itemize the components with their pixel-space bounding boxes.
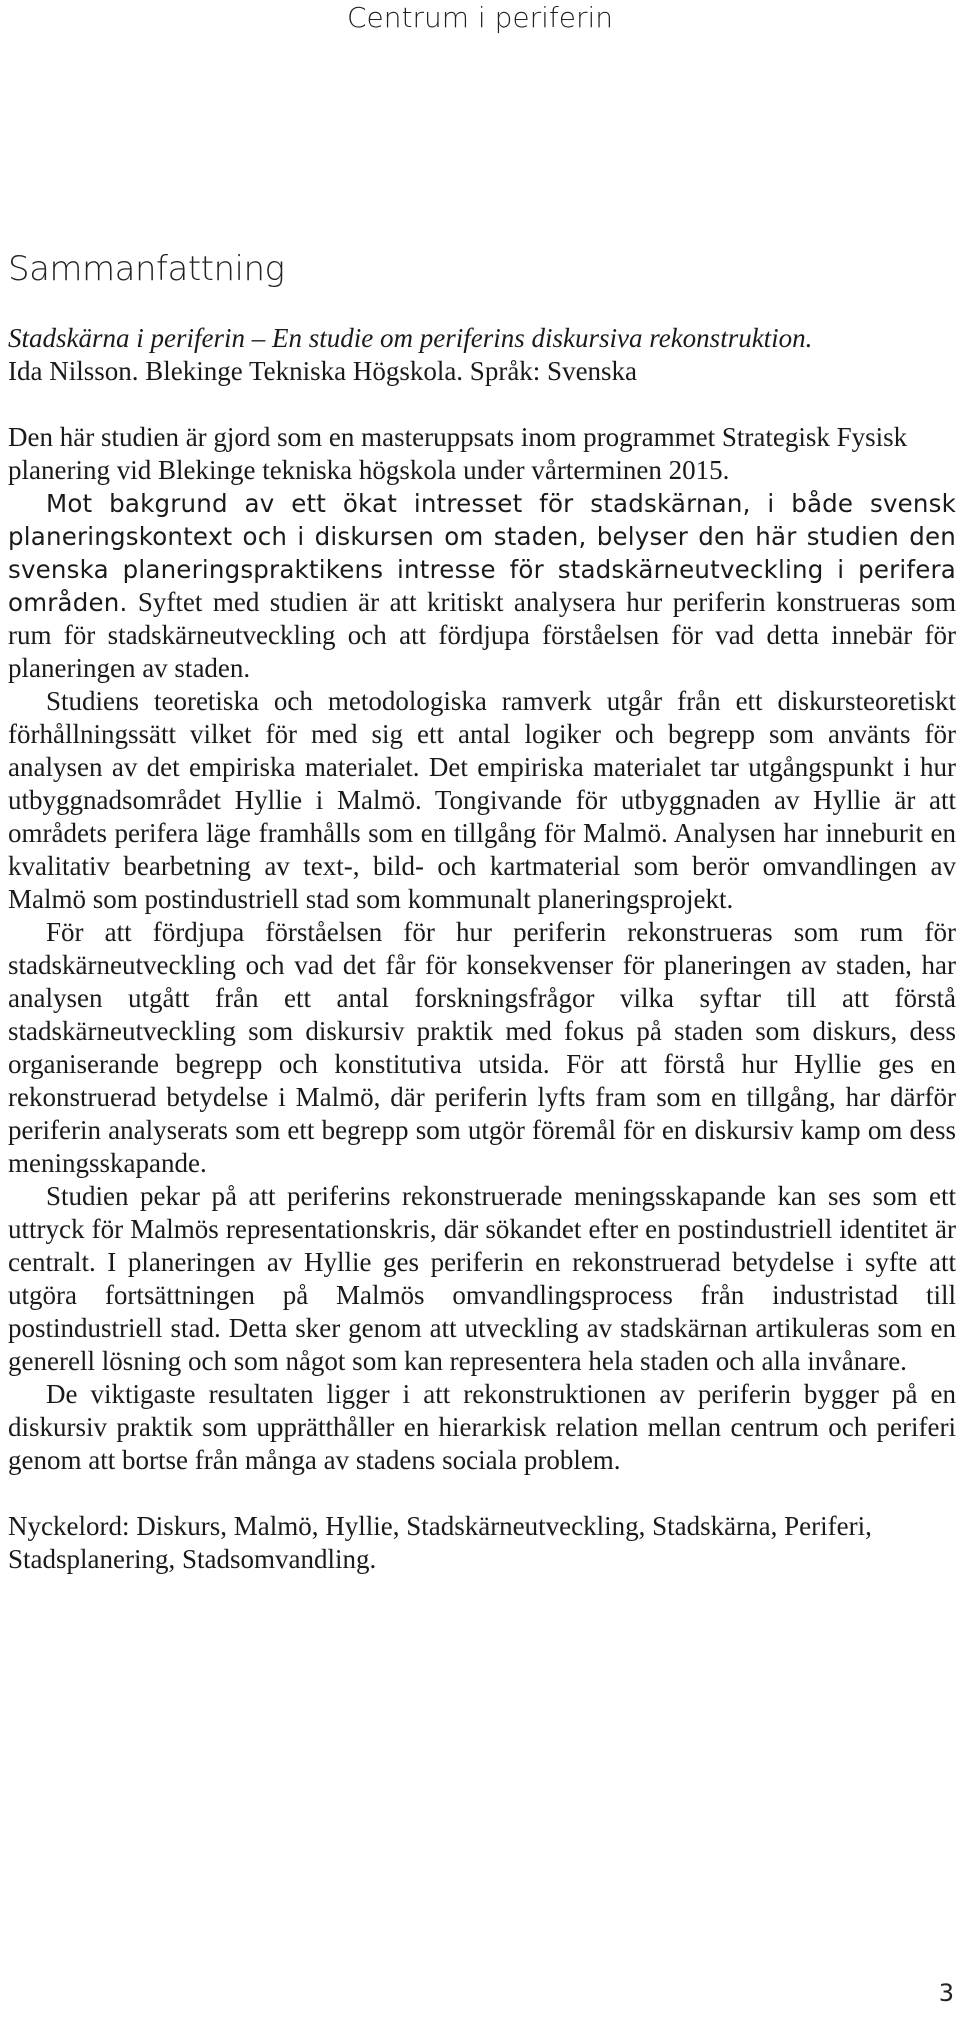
paragraph-findings: Studien pekar på att periferins rekonstruerade meningsskapande kan ses som ett uttryck för Malmös representationskris, där sökandet efter en postindustriell identitet är centralt. I planeringen av Hyllie ges periferin en rekonstruerad betydelse i syfte att utgöra fortsättningen på Malmös omvandlingsprocess från industristad till postindustriell stad. Detta sker genom att utveckling av stadskärnan artikuleras som en generell lösning och som något som kan representera hela staden och alla invånare. — [8, 1181, 956, 1376]
paragraph-background — [8, 487, 956, 685]
spacer — [8, 388, 956, 421]
author-line: Ida Nilsson. Blekinge Tekniska Högskola. Språk: Svenska — [8, 356, 638, 386]
running-header: Centrum i periferin — [346, 1, 614, 34]
paragraph-background-aim: Syftet med studien är att kritiskt analysera hur periferin konstrueras som rum för stadskärneutveckling och att fördjupa förståelsen för vad detta innebär för planeringen av staden. — [8, 587, 956, 683]
keywords: Nyckelord: Diskurs, Malmö, Hyllie, Stadskärneutveckling, Stadskärna, Periferi, Stadsplanering, Stadsomvandling. — [8, 1511, 872, 1574]
page-number: 3 — [938, 1979, 954, 2007]
paragraph-background-lead: Mot bakgrund av ett ökat intresset för stadskärnan, i både svensk planeringskontext och i diskursen om staden, belyser den här studien den svenska planeringspraktikens intresse för stadskärneutveckling i perifera områden. — [8, 489, 956, 617]
thesis-title-line: Stadskärna i periferin – En studie om periferins diskursiva rekonstruktion. — [8, 323, 813, 353]
paragraph-intro: Den här studien är gjord som en masteruppsats inom programmet Strategisk Fysisk planering vid Blekinge tekniska högskola under vårterminen 2015. — [8, 422, 908, 485]
paragraph-method: Studiens teoretiska och metodologiska ramverk utgår från ett diskursteoretiskt förhållningssätt vilket för med sig ett antal logiker och begrepp som använts för analysen av det empiriska materialet. Det empiriska materialet tar utgångspunkt i hur utbyggnadsområdet Hyllie i Malmö. Tongivande för utbyggnaden av Hyllie är att områdets perifera läge framhålls som en tillgång för Malmö. Analysen har inneburit en kvalitativ bearbetning av text-, bild- och kartmaterial som berör omvandlingen av Malmö som postindustriell stad som kommunalt planeringsprojekt. — [8, 686, 956, 914]
summary-content — [8, 322, 956, 1576]
paragraph-results: De viktigaste resultaten ligger i att rekonstruktionen av periferin bygger på en diskursiv praktik som upprätthåller en hierarkisk relation mellan centrum och periferi genom att bortse från många av stadens sociala problem. — [8, 1379, 956, 1475]
paragraph-analysis: För att fördjupa förståelsen för hur periferin rekonstrueras som rum för stadskärneutveckling och vad det får för konsekvenser för planeringen av staden, har analysen utgått från ett antal forskningsfrågor vilka syftar till att förstå stadskärneutveckling som diskursiv praktik med fokus på staden som diskurs, dess organiserande begrepp och konstitutiva utsida. För att förstå hur Hyllie ges en rekonstruerad betydelse i Malmö, där periferin lyfts fram som en tillgång, har därför periferin analyserats som ett begrepp som utgör föremål för en diskursiv kamp om dess meningsskapande. — [8, 917, 956, 1178]
section-heading: Sammanfattning — [8, 249, 285, 289]
